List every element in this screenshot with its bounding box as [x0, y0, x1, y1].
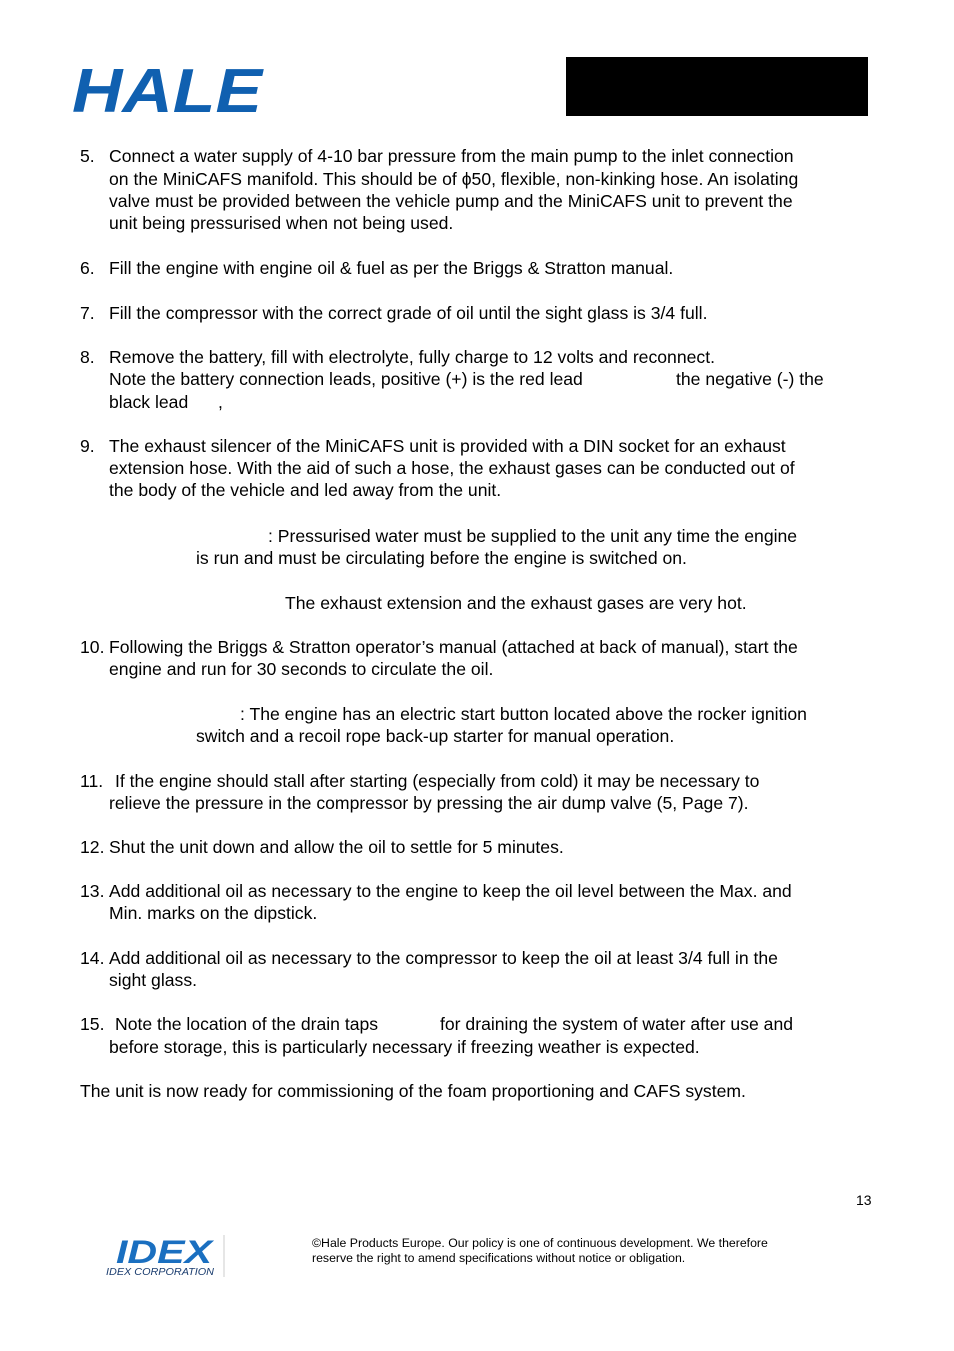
item-11-number: 11.: [80, 771, 104, 791]
item-15-line-2: before storage, this is particularly necessary if freezing weather is expected.: [109, 1037, 700, 1057]
item-5-line-1: Connect a water supply of 4-10 bar pressure from the main pump to the inlet connection: [109, 146, 794, 166]
idex-corporation-text: IDEX CORPORATION: [106, 1267, 215, 1278]
item-15-line-1b: for draining the system of water after use and: [440, 1014, 794, 1034]
item-14-line-1: Add additional oil as necessary to the compressor to keep the oil at least 3/4 full in the: [109, 948, 778, 968]
item-9-line-1: The exhaust silencer of the MiniCAFS unit is provided with a DIN socket for an exhaust: [109, 436, 786, 456]
item-10-line-1: Following the Briggs & Stratton operator’s manual (attached at back of manual), start the: [109, 637, 798, 657]
item-15-number: 15.: [80, 1014, 105, 1034]
note-2-line-1: The exhaust extension and the exhaust gases are very hot.: [285, 593, 747, 613]
note-1-line-1: : Pressurised water must be supplied to the unit any time the engine: [268, 526, 798, 546]
header-black-box: [566, 57, 868, 116]
item-11-line-2: relieve the pressure in the compressor by pressing the air dump valve (5, Page 7).: [109, 793, 749, 813]
item-8-line-2b: the negative (-) the: [676, 369, 824, 389]
idex-logo: [104, 1233, 226, 1279]
item-13-line-2: Min. marks on the dipstick.: [109, 903, 318, 923]
item-8-number: 8.: [80, 347, 95, 367]
item-5-line-2: on the MiniCAFS manifold. This should be of ϕ50, flexible, non-kinking hose. An isolating: [109, 169, 799, 189]
item-12-line-1: Shut the unit down and allow the oil to settle for 5 minutes.: [109, 837, 564, 857]
copyright-line-2: reserve the right to amend specifications without notice or obligation.: [312, 1250, 686, 1265]
note-3-line-2: switch and a recoil rope back-up starter for manual operation.: [196, 726, 675, 746]
item-9-line-3: the body of the vehicle and led away from the unit.: [109, 480, 502, 500]
item-12-number: 12.: [80, 837, 105, 857]
hale-logo-text: HALE: [72, 60, 264, 116]
item-8-line-1: Remove the battery, fill with electrolyte, fully charge to 12 volts and reconnect.: [109, 347, 715, 367]
item-6-number: 6.: [80, 258, 95, 278]
note-3-line-1: : The engine has an electric start button located above the rocker ignition: [240, 704, 807, 724]
item-7-line-1: Fill the compressor with the correct grade of oil until the sight glass is 3/4 full.: [109, 303, 708, 323]
page-number: 13: [856, 1192, 872, 1208]
hale-logo: [70, 60, 266, 116]
item-9-line-2: extension hose. With the aid of such a hose, the exhaust gases can be conducted out of: [109, 458, 795, 478]
item-5-line-3: valve must be provided between the vehicle pump and the MiniCAFS unit to prevent the: [109, 191, 793, 211]
item-8-line-3b: ,: [218, 392, 223, 412]
item-5-line-4: unit being pressurised when not being used.: [109, 213, 454, 233]
item-11-line-1: If the engine should stall after starting (especially from cold) it may be necessary to: [115, 771, 760, 791]
item-8-line-2a: Note the battery connection leads, positive (+) is the red lead: [109, 369, 583, 389]
item-6-line-1: Fill the engine with engine oil & fuel as per the Briggs & Stratton manual.: [109, 258, 674, 278]
item-10-line-2: engine and run for 30 seconds to circulate the oil.: [109, 659, 494, 679]
item-13-number: 13.: [80, 881, 105, 901]
item-7-number: 7.: [80, 303, 95, 323]
closing-paragraph: The unit is now ready for commissioning of the foam proportioning and CAFS system.: [80, 1081, 746, 1101]
copyright-notice: [312, 1236, 768, 1265]
item-5-number: 5.: [80, 146, 95, 166]
item-8-line-3a: black lead: [109, 392, 189, 412]
item-13-line-1: Add additional oil as necessary to the engine to keep the oil level between the Max. and: [109, 881, 792, 901]
note-1-line-2: is run and must be circulating before the engine is switched on.: [196, 548, 687, 568]
item-14-number: 14.: [80, 948, 105, 968]
item-9-number: 9.: [80, 436, 95, 456]
item-10-number: 10.: [80, 637, 105, 657]
copyright-line-1: ©Hale Products Europe. Our policy is one of continuous development. We therefore: [312, 1236, 768, 1250]
item-15-line-1a: Note the location of the drain taps: [115, 1014, 379, 1034]
idex-logo-mark: IDEX: [116, 1234, 215, 1270]
item-14-line-2: sight glass.: [109, 970, 198, 990]
